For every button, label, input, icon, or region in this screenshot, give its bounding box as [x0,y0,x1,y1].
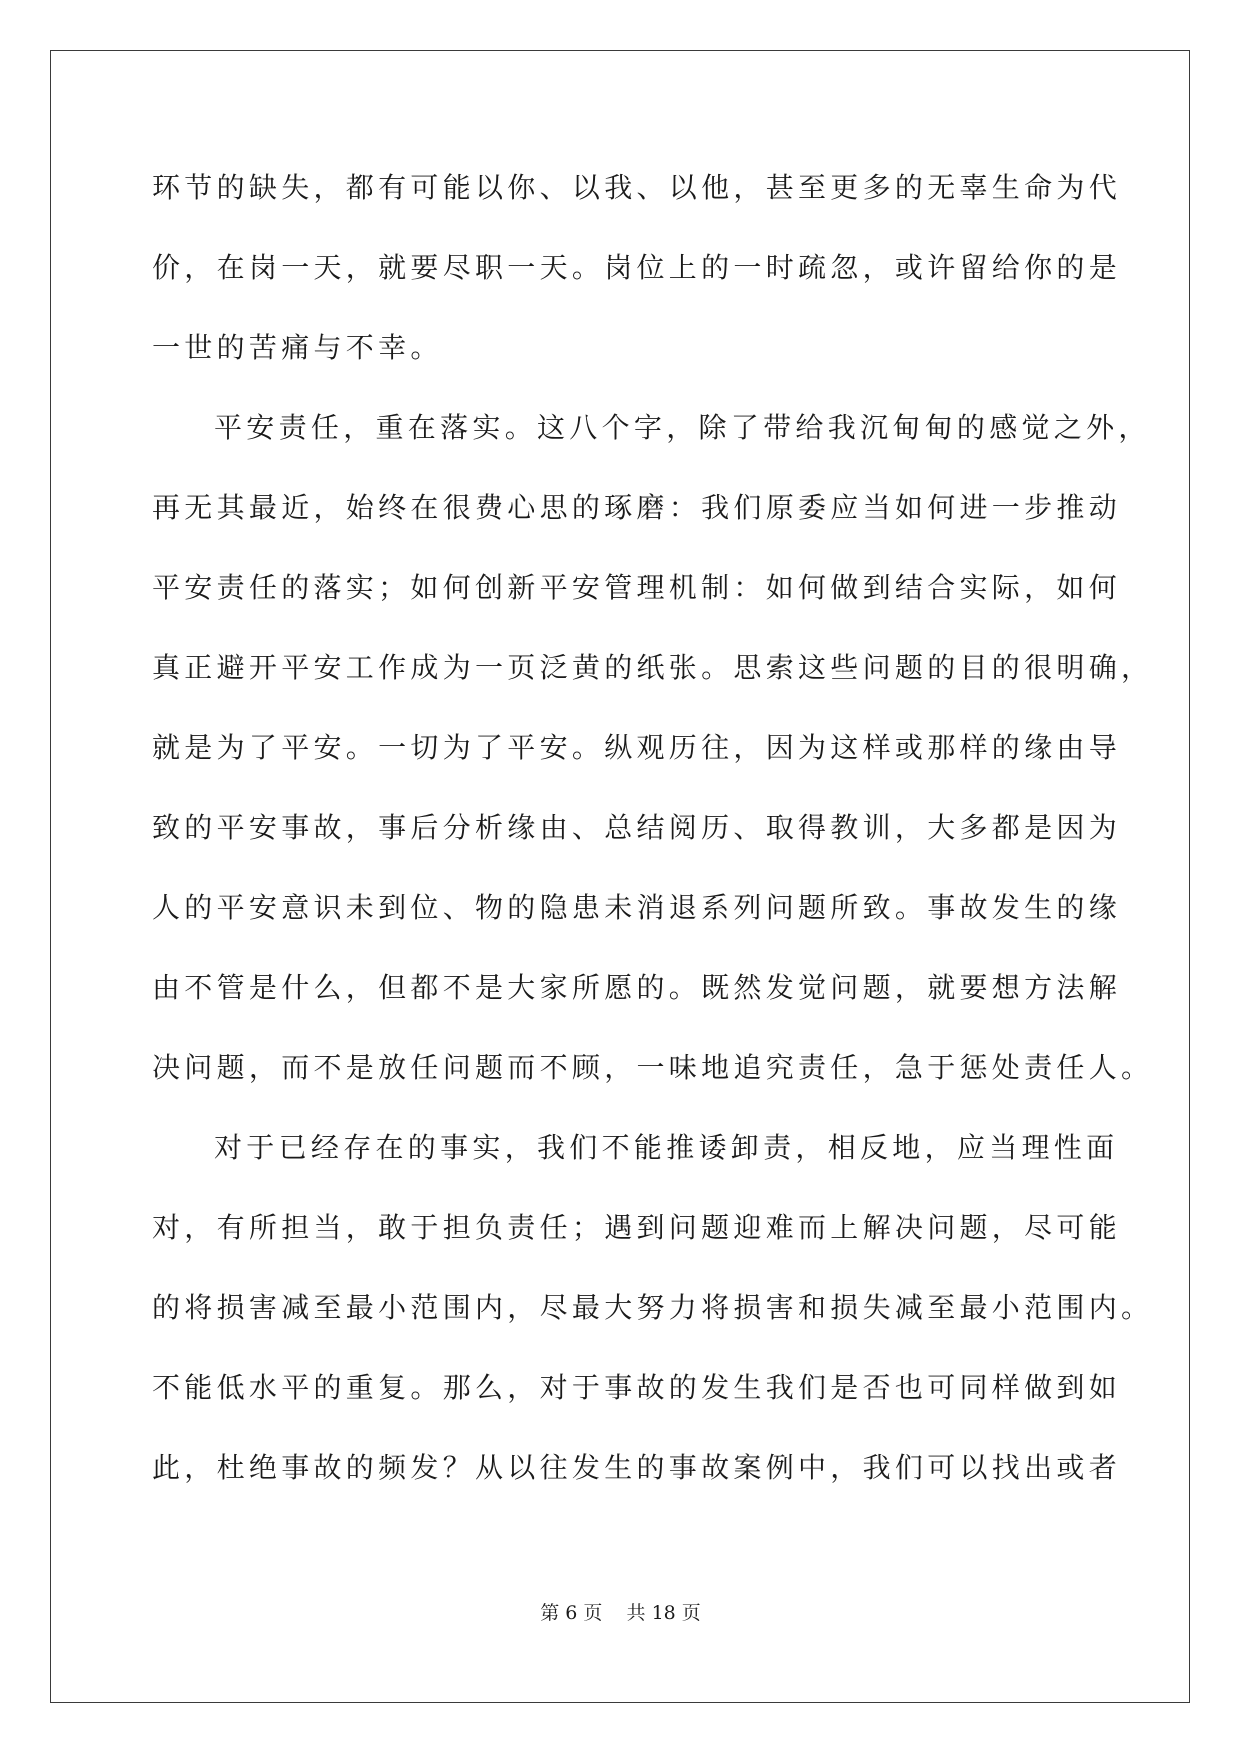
text-line: 一世的苦痛与不幸。 [152,331,443,364]
text-line: 对于已经存在的事实，我们不能推诿卸责，相反地，应当理性面 [214,1131,1119,1164]
text-line: 的将损害减至最小范围内，尽最大努力将损害和损失减至最小范围内。 [152,1291,1154,1324]
text-line: 平安责任的落实；如何创新平安管理机制：如何做到结合实际，如何 [152,571,1122,604]
text-line: 再无其最近，始终在很费心思的琢磨：我们原委应当如何进一步推动 [152,491,1122,524]
body-text [152,160,1154,1520]
text-line: 就是为了平安。一切为了平安。纵观历往，因为这样或那样的缘由导 [152,731,1122,764]
text-line: 环节的缺失，都有可能以你、以我、以他，甚至更多的无辜生命为代 [152,171,1122,204]
text-line: 真正避开平安工作成为一页泛黄的纸张。思索这些问题的目的很明确， [152,651,1154,684]
page-number-footer: 第 6 页 共 18 页 [540,1602,701,1624]
text-line: 不能低水平的重复。那么，对于事故的发生我们是否也可同样做到如 [152,1371,1122,1404]
text-line: 对，有所担当，敢于担负责任；遇到问题迎难而上解决问题，尽可能 [152,1211,1122,1244]
text-line: 致的平安事故，事后分析缘由、总结阅历、取得教训，大多都是因为 [152,811,1122,844]
text-line: 此，杜绝事故的频发？从以往发生的事故案例中，我们可以找出或者 [152,1451,1122,1484]
text-line: 平安责任，重在落实。这八个字，除了带给我沉甸甸的感觉之外， [214,411,1151,444]
text-line: 价，在岗一天，就要尽职一天。岗位上的一时疏忽，或许留给你的是 [152,251,1122,284]
text-line: 决问题，而不是放任问题而不顾，一味地追究责任，急于惩处责任人。 [152,1051,1154,1084]
text-line: 由不管是什么，但都不是大家所愿的。既然发觉问题，就要想方法解 [152,971,1122,1004]
text-line: 人的平安意识未到位、物的隐患未消退系列问题所致。事故发生的缘 [152,891,1122,924]
